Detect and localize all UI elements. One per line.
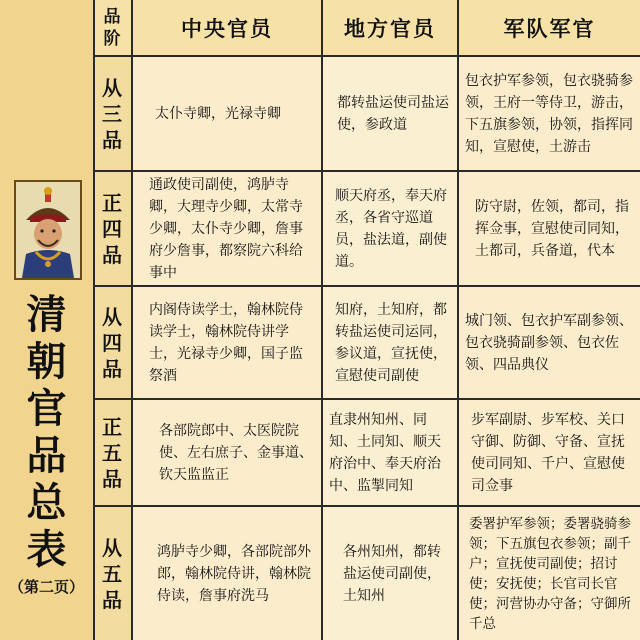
rank-label xyxy=(93,400,131,505)
header-rank-label xyxy=(93,0,131,55)
military-officers-cell xyxy=(459,507,640,640)
title-char: 总 xyxy=(26,480,67,526)
local-officials-cell xyxy=(323,400,457,505)
rank-char: 品 xyxy=(102,356,122,381)
military-officers-cell xyxy=(459,400,640,505)
rank-char: 五 xyxy=(102,561,122,586)
title-char: 品 xyxy=(26,433,67,479)
cell-text: 各部院郎中、太医院院使、左右庶子、金事道、钦天监监正 xyxy=(159,422,313,483)
grid-line xyxy=(321,0,323,640)
grid-line xyxy=(93,55,640,57)
cell-text: 步军副尉、步军校、关口守御、防御、守备、宣抚使司同知、千户、宣慰使司佥事 xyxy=(471,411,625,494)
local-officials-cell xyxy=(323,287,457,398)
cell-text: 顺天府丞，奉天府丞，各省守巡道员，盐法道，副使道。 xyxy=(335,187,447,270)
cell-text: 包衣护军参领，包衣骁骑参领，王府一等侍卫，游击，下五旗参领，协领，指挥同知，宣慰使，土游击 xyxy=(465,72,633,155)
page-number-note: （第二页） xyxy=(8,578,84,596)
rank-char: 四 xyxy=(102,216,122,241)
rank-label xyxy=(93,172,131,285)
rank-char: 四 xyxy=(102,330,122,355)
header-local-officials: 地方官员 xyxy=(323,0,457,55)
cell-text: 直隶州知州、同知、土同知、顺天府治中、奉天府治中、监掣同知 xyxy=(329,411,441,494)
cell-text: 各州知州，都转盐运使司副使，土知州 xyxy=(343,543,441,604)
rank-char: 从 xyxy=(102,304,122,329)
grid-line xyxy=(457,0,459,640)
title-char: 官 xyxy=(26,386,67,432)
military-officers-cell xyxy=(459,287,640,398)
rank-char: 品 xyxy=(102,466,122,491)
grid-line xyxy=(93,398,640,400)
cell-text: 委署护军参领；委署骁骑参领；下五旗包衣参领；副千户；宣抚使司副使；招讨使；安抚使；长官司长官使；河营协办守备；守御所千总 xyxy=(469,515,631,632)
military-officers-cell xyxy=(459,57,640,170)
cell-text: 鸿胪寺少卿，各部院部外郎，翰林院侍讲，翰林院侍读，詹事府洗马 xyxy=(157,543,311,604)
military-officers-cell xyxy=(459,172,640,285)
rank-char: 正 xyxy=(102,414,122,439)
header-rank-char: 品 xyxy=(103,6,121,27)
local-officials-cell xyxy=(323,172,457,285)
central-officials-cell xyxy=(133,400,321,505)
rank-label xyxy=(93,507,131,640)
grid-line xyxy=(93,505,640,507)
central-officials-cell xyxy=(133,57,321,170)
central-officials-cell xyxy=(133,507,321,640)
header-military-officers: 军队军官 xyxy=(459,0,640,55)
grid-line xyxy=(93,285,640,287)
cell-text: 内阁侍读学士，翰林院侍读学士，翰林院侍讲学士，光禄寺少卿，国子监祭酒 xyxy=(149,301,303,384)
rank-char: 品 xyxy=(102,127,122,152)
cell-text: 都转盐运使司盐运使，参政道 xyxy=(337,94,449,133)
central-officials-cell xyxy=(133,287,321,398)
cell-text: 防守尉，佐领，都司，指挥佥事，宣慰使司同知，土都司，兵备道，代本 xyxy=(475,198,629,259)
rank-label xyxy=(93,57,131,170)
rank-char: 品 xyxy=(102,587,122,612)
cell-text: 太仆寺卿，光禄寺卿 xyxy=(155,105,281,122)
local-officials-cell xyxy=(323,57,457,170)
header-rank-char: 阶 xyxy=(103,28,121,49)
official-portrait-image xyxy=(16,182,80,278)
cell-text: 城门领、包衣护军副参领、包衣骁骑副参领、包衣佐领、四品典仪 xyxy=(465,312,633,373)
title-char: 清 xyxy=(26,292,67,338)
title-sidebar xyxy=(0,0,93,640)
rank-table xyxy=(93,0,640,640)
rank-char: 从 xyxy=(102,75,122,100)
qing-official-portrait xyxy=(14,180,82,280)
rank-char: 五 xyxy=(102,440,122,465)
rank-char: 正 xyxy=(102,190,122,215)
table-title xyxy=(0,292,93,574)
cell-text: 知府，土知府，都转盐运使司运同，参议道，宣抚使，宣慰使司副使 xyxy=(335,301,447,384)
grid-line xyxy=(93,0,95,640)
central-officials-cell xyxy=(133,172,321,285)
grid-line xyxy=(93,170,640,172)
title-char: 表 xyxy=(26,527,67,573)
rank-char: 三 xyxy=(102,101,122,126)
header-central-officials: 中央官员 xyxy=(133,0,321,55)
grid-line xyxy=(131,0,133,640)
rank-label xyxy=(93,287,131,398)
rank-char: 品 xyxy=(102,242,122,267)
rank-char: 从 xyxy=(102,535,122,560)
title-char: 朝 xyxy=(26,339,67,385)
cell-text: 通政使司副使，鸿胪寺卿，大理寺少卿，太常寺少卿，太仆寺少卿，詹事府少詹事，都察院六科给事中 xyxy=(149,176,303,281)
local-officials-cell xyxy=(323,507,457,640)
